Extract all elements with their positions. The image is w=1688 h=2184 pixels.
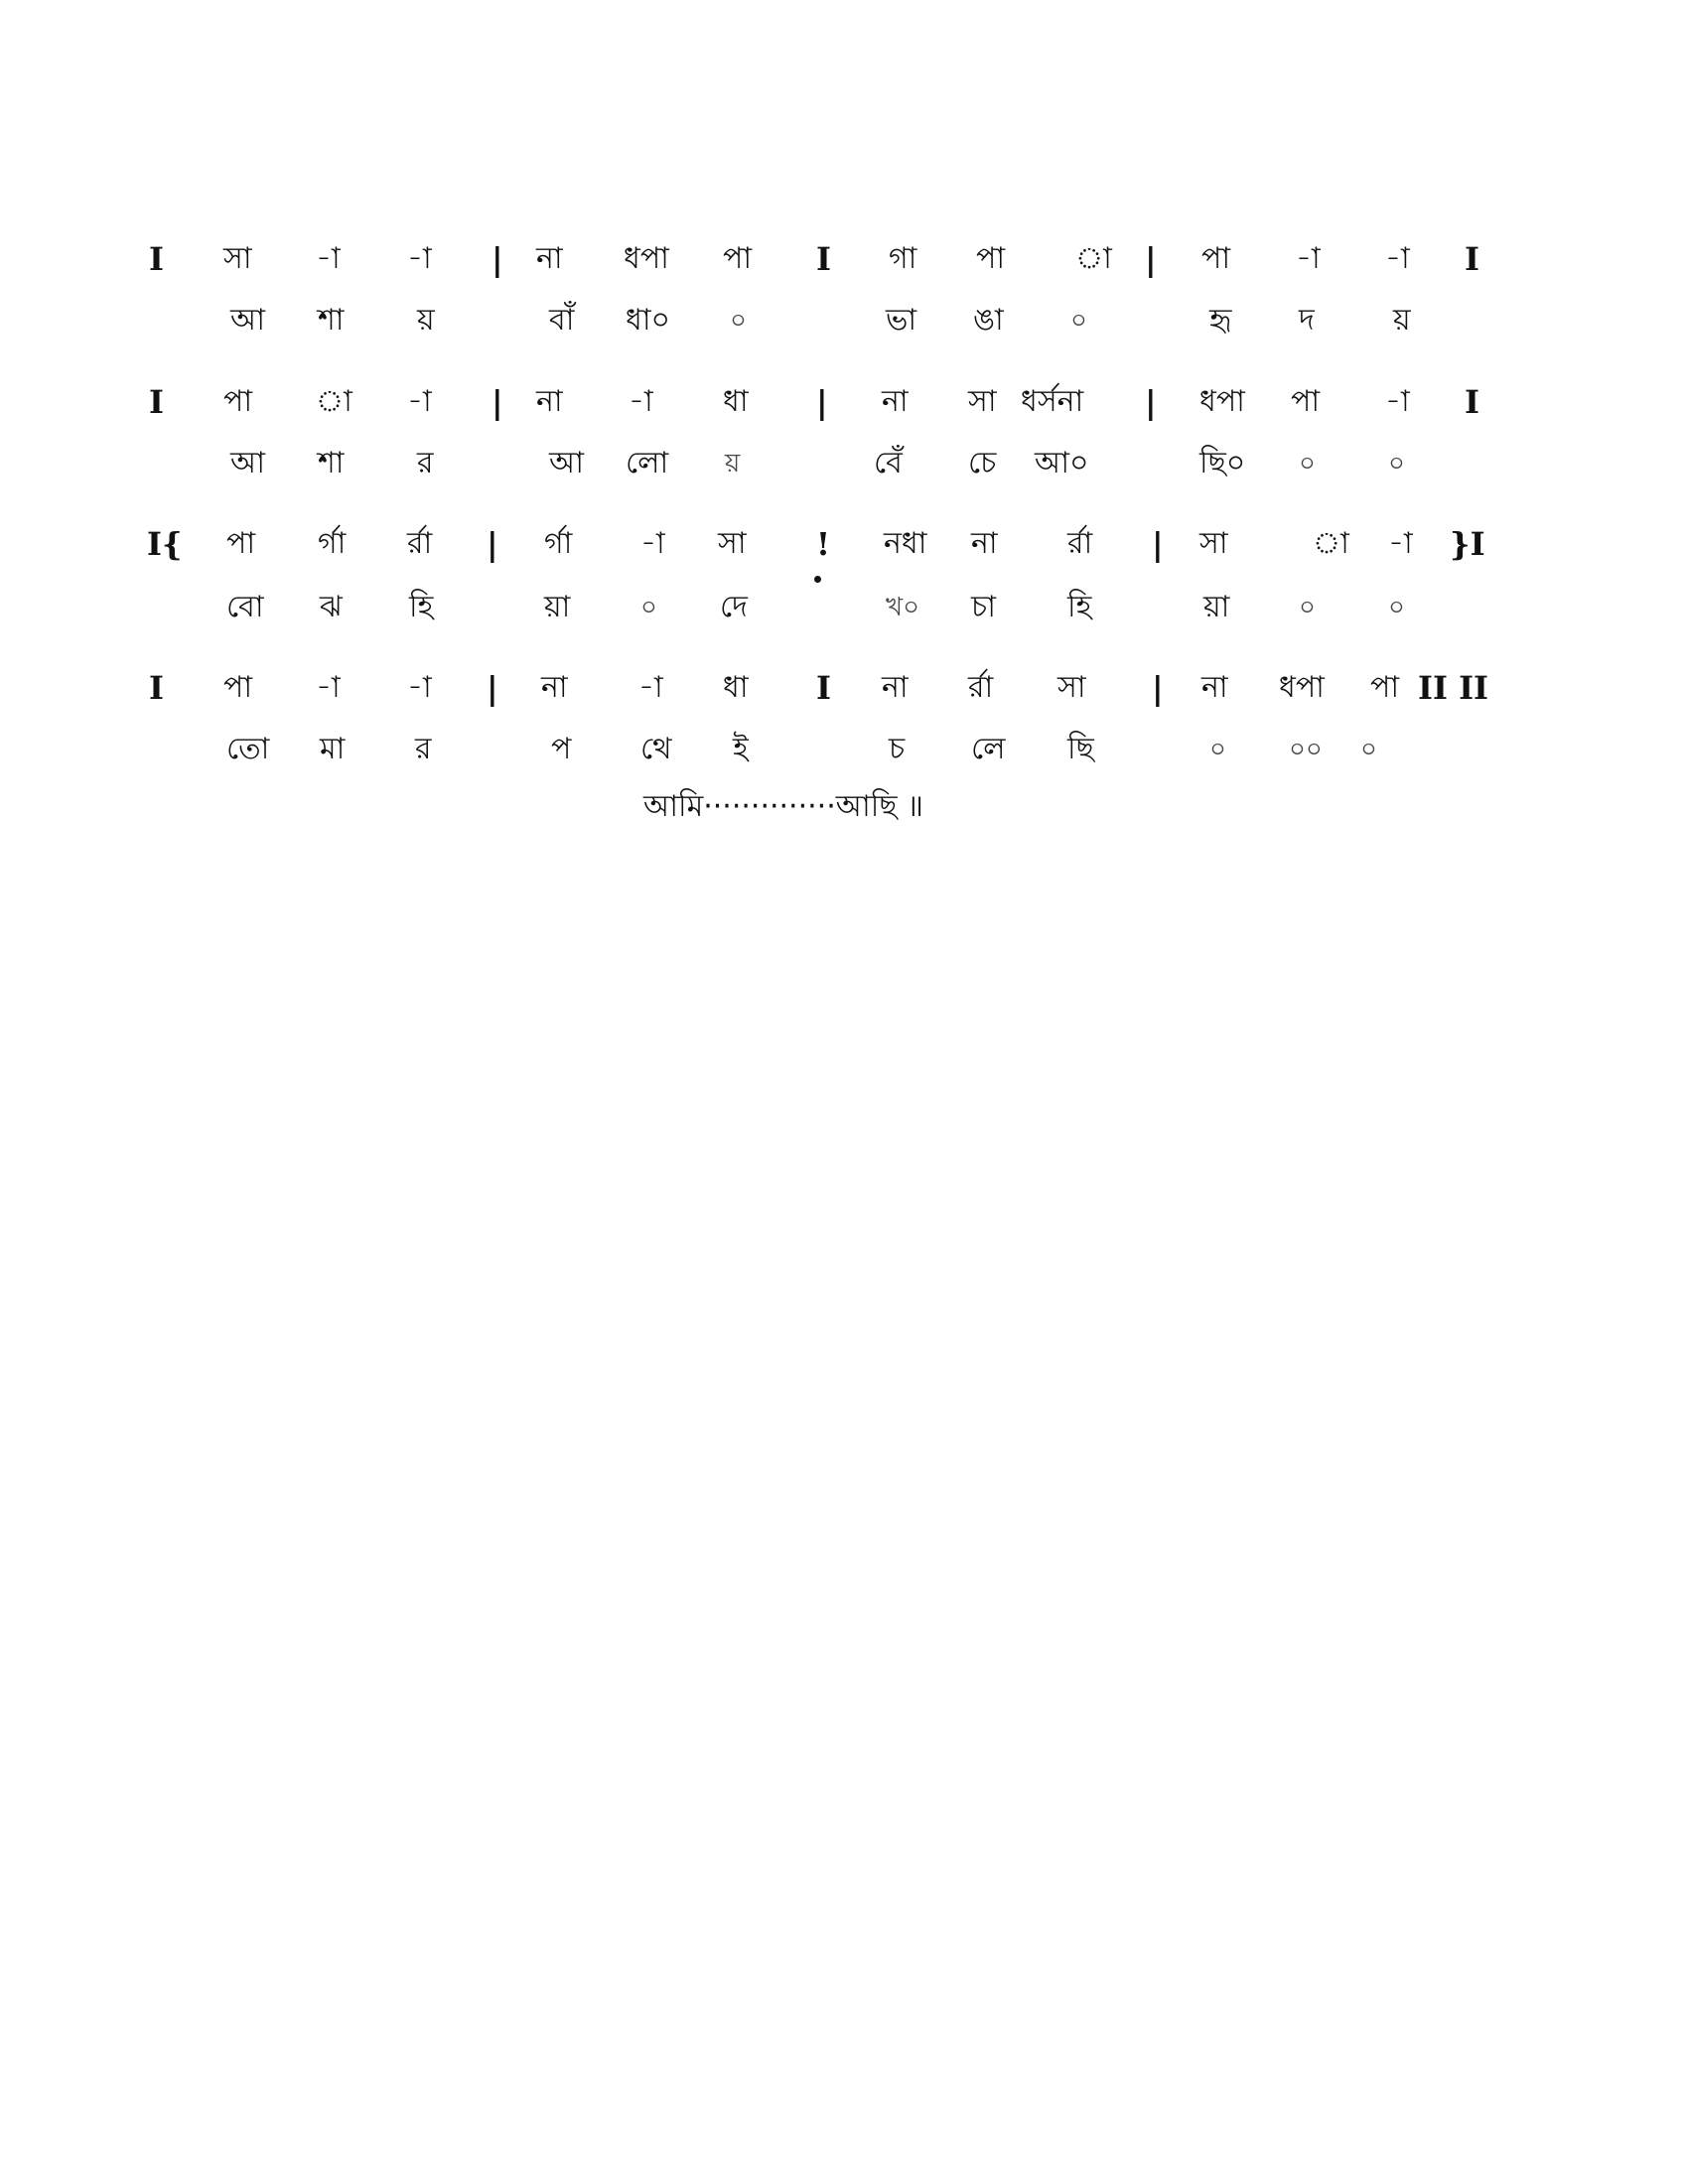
- lyric-syllable: লে: [971, 732, 1006, 766]
- lyric-syllable: ০০: [1289, 735, 1323, 764]
- swara-note: না: [971, 526, 998, 561]
- swara-note: -া: [316, 241, 341, 276]
- swara-note: পা: [223, 670, 253, 705]
- lyric-syllable: থে: [640, 732, 672, 766]
- swara-row-1: [0, 234, 1688, 284]
- lyric-syllable: ০: [1388, 449, 1405, 478]
- lyric-syllable: চা: [971, 590, 996, 624]
- lyric-row-2: [0, 439, 1688, 488]
- lyric-syllable: ভা: [886, 303, 917, 338]
- lyric-syllable: য়: [725, 449, 741, 478]
- swara-note: -া: [1296, 241, 1321, 276]
- lyric-syllable: চ: [889, 732, 906, 766]
- bar-line: I: [149, 383, 164, 421]
- lyric-syllable: বো: [226, 590, 264, 624]
- bar-line: |: [1152, 669, 1164, 707]
- swara-note: -া: [1385, 241, 1410, 276]
- swara-note: -া: [1385, 384, 1410, 419]
- swara-note: না: [536, 241, 563, 276]
- swara-note: -া: [1388, 526, 1413, 561]
- swara-note: া: [1075, 241, 1112, 276]
- swara-note: গা: [889, 241, 917, 276]
- rhythm-dot-marker: [814, 576, 821, 583]
- refrain-footer: আমি··············আছি ॥: [643, 789, 924, 824]
- swara-note: সা: [1057, 670, 1086, 705]
- swara-note: পা: [226, 526, 256, 561]
- lyric-syllable: য়া: [1203, 590, 1230, 624]
- bar-line: |: [487, 669, 498, 707]
- swara-note: র্রা: [968, 670, 994, 705]
- bar-line: }I: [1450, 525, 1485, 563]
- bar-line: !: [816, 525, 831, 563]
- swara-note: না: [882, 670, 909, 705]
- swara-note: ধর্সনা: [1021, 384, 1084, 419]
- swara-note: -া: [640, 526, 665, 561]
- bar-line: I: [1465, 383, 1479, 421]
- lyric-syllable: আ: [549, 446, 584, 480]
- lyric-syllable: ছি: [1067, 732, 1094, 766]
- swara-note: পা: [723, 241, 753, 276]
- lyric-syllable: চে: [968, 446, 997, 480]
- lyric-syllable: লো: [626, 446, 669, 480]
- swara-note: ধা: [723, 384, 749, 419]
- bar-line: |: [1145, 240, 1157, 278]
- bar-line: |: [1145, 383, 1157, 421]
- swara-note: -া: [638, 670, 663, 705]
- lyric-syllable: ০: [640, 593, 657, 622]
- lyric-syllable: য়া: [544, 590, 571, 624]
- bar-line: I: [816, 669, 831, 707]
- lyric-row-4: [0, 725, 1688, 774]
- lyric-syllable: আ: [230, 303, 265, 338]
- swara-note: নধা: [884, 526, 927, 561]
- swara-note: না: [882, 384, 909, 419]
- lyric-syllable: শা: [318, 303, 345, 338]
- lyric-syllable: দে: [720, 590, 748, 624]
- lyric-syllable: র: [417, 446, 434, 480]
- swara-row-3: [0, 519, 1688, 569]
- swara-note: ধপা: [1279, 670, 1325, 705]
- swara-note: পা: [1201, 241, 1231, 276]
- lyric-syllable: ০: [1299, 449, 1316, 478]
- swara-note: না: [541, 670, 568, 705]
- bar-line: |: [492, 383, 503, 421]
- lyric-syllable: ০: [1299, 593, 1316, 622]
- lyric-syllable: য়: [1393, 303, 1411, 338]
- lyric-syllable: য়: [417, 303, 435, 338]
- lyric-syllable: আ০: [1035, 446, 1089, 480]
- lyric-syllable: ঝ: [320, 590, 343, 624]
- swara-note: পা: [1370, 670, 1400, 705]
- swara-note: সা: [1199, 526, 1228, 561]
- lyric-syllable: ই: [733, 732, 749, 766]
- swara-note: পা: [1291, 384, 1321, 419]
- swara-note: পা: [976, 241, 1006, 276]
- swara-note: সা: [968, 384, 997, 419]
- swara-row-4: [0, 663, 1688, 713]
- swara-note: না: [1201, 670, 1228, 705]
- swara-note: -া: [407, 384, 432, 419]
- bar-line: I: [1465, 240, 1479, 278]
- lyric-syllable: মা: [320, 732, 346, 766]
- bar-line: |: [816, 383, 828, 421]
- swara-note: া: [1313, 526, 1349, 561]
- bar-line: I{: [147, 525, 183, 563]
- swara-note: -া: [629, 384, 653, 419]
- lyric-syllable: ০: [1070, 306, 1087, 336]
- lyric-syllable: হৃ: [1209, 303, 1232, 338]
- bar-line: II II: [1418, 669, 1489, 707]
- swara-note: র্গা: [318, 526, 347, 561]
- swara-note: া: [316, 384, 352, 419]
- lyric-syllable: খ০: [886, 593, 919, 622]
- swara-note: র্গা: [544, 526, 573, 561]
- bar-line: |: [492, 240, 503, 278]
- lyric-syllable: প: [551, 732, 572, 766]
- lyric-syllable: আ: [230, 446, 265, 480]
- lyric-syllable: ০: [1209, 735, 1226, 764]
- swara-note: পা: [223, 384, 253, 419]
- swara-note: সা: [223, 241, 252, 276]
- lyric-row-1: [0, 296, 1688, 345]
- swara-note: ধা: [723, 670, 749, 705]
- swara-note: র্রা: [407, 526, 433, 561]
- swara-note: না: [536, 384, 563, 419]
- swara-row-2: [0, 377, 1688, 427]
- swara-note: -া: [407, 670, 432, 705]
- lyric-syllable: বাঁ: [549, 303, 575, 338]
- lyric-syllable: দ: [1299, 303, 1315, 338]
- lyric-syllable: তো: [226, 732, 270, 766]
- swara-note: সা: [718, 526, 747, 561]
- lyric-syllable: ঙা: [973, 303, 1004, 338]
- bar-line: |: [487, 525, 498, 563]
- swara-note: ধপা: [624, 241, 669, 276]
- lyric-row-3: [0, 583, 1688, 632]
- swara-note: র্রা: [1067, 526, 1093, 561]
- lyric-syllable: হি: [1067, 590, 1092, 624]
- lyric-syllable: ০: [1388, 593, 1405, 622]
- lyric-syllable: হি: [409, 590, 434, 624]
- swara-note: -া: [316, 670, 341, 705]
- bar-line: |: [1152, 525, 1164, 563]
- lyric-syllable: শা: [318, 446, 345, 480]
- lyric-syllable: ০: [730, 306, 747, 336]
- lyric-syllable: র: [415, 732, 432, 766]
- lyric-syllable: ০: [1360, 735, 1377, 764]
- lyric-syllable: ছি০: [1199, 446, 1246, 480]
- lyric-syllable: ধা০: [626, 303, 671, 338]
- bar-line: I: [816, 240, 831, 278]
- swara-note: ধপা: [1199, 384, 1245, 419]
- swara-note: -া: [407, 241, 432, 276]
- bar-line: I: [149, 240, 164, 278]
- bar-line: I: [149, 669, 164, 707]
- lyric-syllable: বেঁ: [874, 446, 903, 480]
